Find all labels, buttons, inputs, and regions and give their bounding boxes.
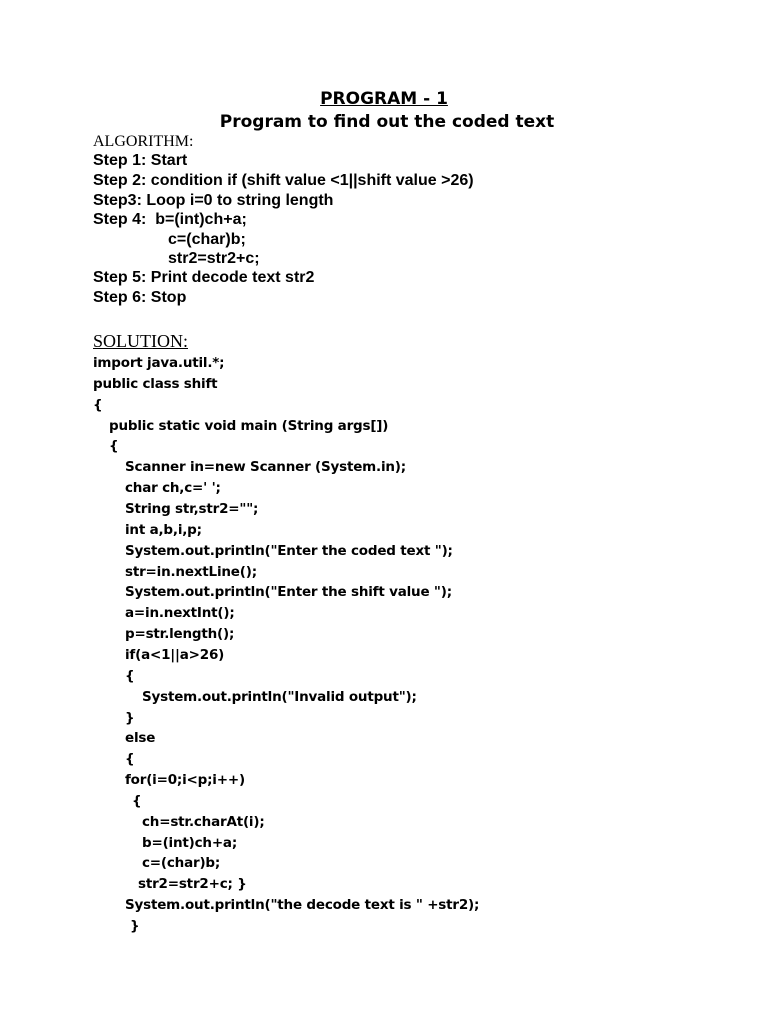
code-line: str=in.nextLine(); [125, 564, 257, 580]
code-line: } [125, 710, 135, 726]
code-line: { [125, 668, 135, 684]
solution-heading: SOLUTION: [93, 331, 188, 351]
code-line: ch=str.charAt(i); [142, 814, 265, 830]
code-line: System.out.println("Enter the shift value "); [125, 584, 452, 600]
code-line: { [93, 397, 103, 413]
algorithm-step: Step 4: b=(int)ch+a; [93, 211, 247, 228]
code-line: a=in.nextInt(); [125, 605, 235, 621]
code-line: c=(char)b; [142, 855, 221, 871]
code-line: import java.util.*; [93, 355, 225, 371]
code-line: public class shift [93, 376, 218, 392]
code-line: b=(int)ch+a; [142, 835, 238, 851]
code-line: { [109, 438, 119, 454]
code-line: for(i=0;i<p;i++) [125, 772, 245, 788]
code-line: { [125, 751, 135, 767]
algorithm-heading: ALGORITHM: [93, 133, 194, 150]
code-line: public static void main (String args[]) [109, 418, 389, 434]
program-title: PROGRAM - 1 [320, 89, 448, 109]
program-subtitle: Program to find out the coded text [219, 112, 555, 132]
code-line: Scanner in=new Scanner (System.in); [125, 459, 406, 475]
code-line: System.out.println("Enter the coded text "); [125, 543, 453, 559]
code-line: p=str.length(); [125, 626, 235, 642]
code-line: else [125, 730, 156, 746]
code-line: } [130, 918, 140, 934]
algorithm-step: Step3: Loop i=0 to string length [93, 192, 334, 209]
algorithm-step: c=(char)b; [168, 231, 246, 248]
algorithm-step: Step 5: Print decode text str2 [93, 269, 315, 286]
code-line: int a,b,i,p; [125, 522, 202, 538]
code-line: String str,str2=""; [125, 501, 259, 517]
code-line: char ch,c=' '; [125, 480, 221, 496]
code-line: { [132, 793, 142, 809]
code-line: str2=str2+c; } [138, 876, 247, 892]
algorithm-step: str2=str2+c; [168, 250, 260, 267]
code-line: System.out.println("Invalid output"); [142, 689, 417, 705]
code-line: System.out.println("the decode text is " +str2); [125, 897, 480, 913]
algorithm-step: Step 1: Start [93, 152, 188, 169]
algorithm-step: Step 2: condition if (shift value <1||shift value >26) [93, 172, 474, 189]
algorithm-step: Step 6: Stop [93, 289, 187, 306]
code-line: if(a<1||a>26) [125, 647, 225, 663]
